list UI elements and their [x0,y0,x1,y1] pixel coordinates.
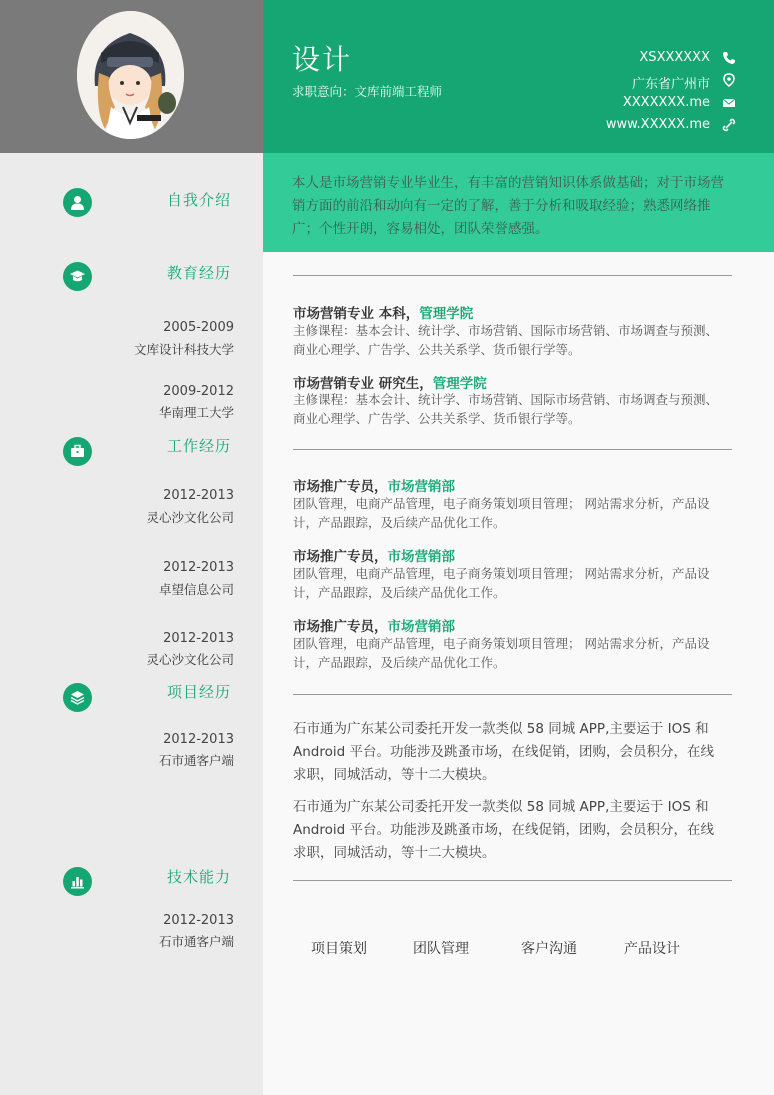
education-item-desc: 主修课程：基本会计、统计学、市场营销、国际市场营销、市场调查与预测、商业心理学、广告学、公共关系学、货币银行学等。 [293,323,719,357]
project-desc: 石市通为广东某公司委托开发一款类似 58 同城 APP,主要运于 IOS 和 Android 平台。功能涉及跳蚤市场，在线促销，团购，会员积分，在线求职，同城活动，等十二大模块。 [293,799,714,861]
section-title-work: 工作经历 [166,437,231,455]
work-item-desc: 团队管理，电商产品管理，电子商务策划项目管理； 网站需求分析，产品设计，产品跟踪，及后续产品优化工作。 [293,636,710,670]
project-name: 石市通客户端 [158,753,234,768]
section-title-education: 教育经历 [166,264,231,282]
education-item-title: 市场营销专业 本科，管理学院 [293,306,474,322]
skill-item: 产品设计 [624,941,680,957]
skill-item: 客户沟通 [521,941,577,957]
section-title-skills: 技术能力 [166,868,231,886]
work-item-title: 市场推广专员，市场营销部 [293,619,455,635]
education-item-title: 市场营销专业 研究生，管理学院 [293,376,487,392]
project-years: 2012-2013 [163,732,234,747]
person-icon [63,188,92,217]
education-years: 2005-2009 [163,320,234,335]
job-objective: 求职意向：文库前端工程师 [292,84,443,99]
work-company: 灵心沙文化公司 [146,652,234,667]
work-years: 2012-2013 [163,631,234,646]
education-years: 2009-2012 [163,384,234,399]
work-years: 2012-2013 [163,560,234,575]
divider [293,694,732,695]
work-item-title: 市场推广专员，市场营销部 [293,479,455,495]
skills-years: 2012-2013 [163,913,234,928]
section-title-intro: 自我介绍 [166,191,231,209]
divider [293,275,732,276]
skill-item: 项目策划 [311,941,367,957]
work-years: 2012-2013 [163,488,234,503]
education-item-desc: 主修课程：基本会计、统计学、市场营销、国际市场营销、市场调查与预测、商业心理学、广告学、公共关系学、货币银行学等。 [293,392,719,426]
contact-phone: XSXXXXXX [639,50,710,65]
bar-chart-icon [63,867,92,896]
project-desc: 石市通为广东某公司委托开发一款类似 58 同城 APP,主要运于 IOS 和 Android 平台。功能涉及跳蚤市场，在线促销，团购，会员积分，在线求职，同城活动，等十二大模块。 [293,721,714,783]
contact-website[interactable]: www.XXXXX.me [605,117,710,132]
sidebar-background [0,0,263,1095]
avatar [77,11,184,139]
mail-icon [722,96,736,110]
skills-project-name: 石市通客户端 [158,934,234,949]
work-company: 灵心沙文化公司 [146,510,234,525]
work-item-title: 市场推广专员，市场营销部 [293,549,455,565]
education-school: 华南理工大学 [158,405,234,420]
layers-icon [63,683,92,712]
contact-address: 广东省广州市 [631,77,710,92]
section-title-projects: 项目经历 [166,683,231,701]
contact-email[interactable]: XXXXXXX.me [622,95,710,110]
link-icon [722,118,736,132]
intro-text: 本人是市场营销专业毕业生，有丰富的营销知识体系做基础；对于市场营销方面的前沿和动向有一定的了解，善于分析和吸取经验；熟悉网络推广；个性开朗，容易相处，团队荣誉感强。 [292,175,724,237]
skill-item: 团队管理 [413,941,469,957]
briefcase-icon [63,437,92,466]
work-item-desc: 团队管理，电商产品管理，电子商务策划项目管理； 网站需求分析，产品设计，产品跟踪，及后续产品优化工作。 [293,566,710,600]
location-icon [722,73,736,87]
phone-icon [722,51,736,65]
work-item-desc: 团队管理，电商产品管理，电子商务策划项目管理； 网站需求分析，产品设计，产品跟踪，及后续产品优化工作。 [293,496,710,530]
name: 设计 [292,43,353,76]
divider [293,880,732,881]
education-school: 文库设计科技大学 [133,342,234,357]
divider [293,449,732,450]
graduation-cap-icon [63,262,92,291]
work-company: 卓望信息公司 [158,582,234,597]
